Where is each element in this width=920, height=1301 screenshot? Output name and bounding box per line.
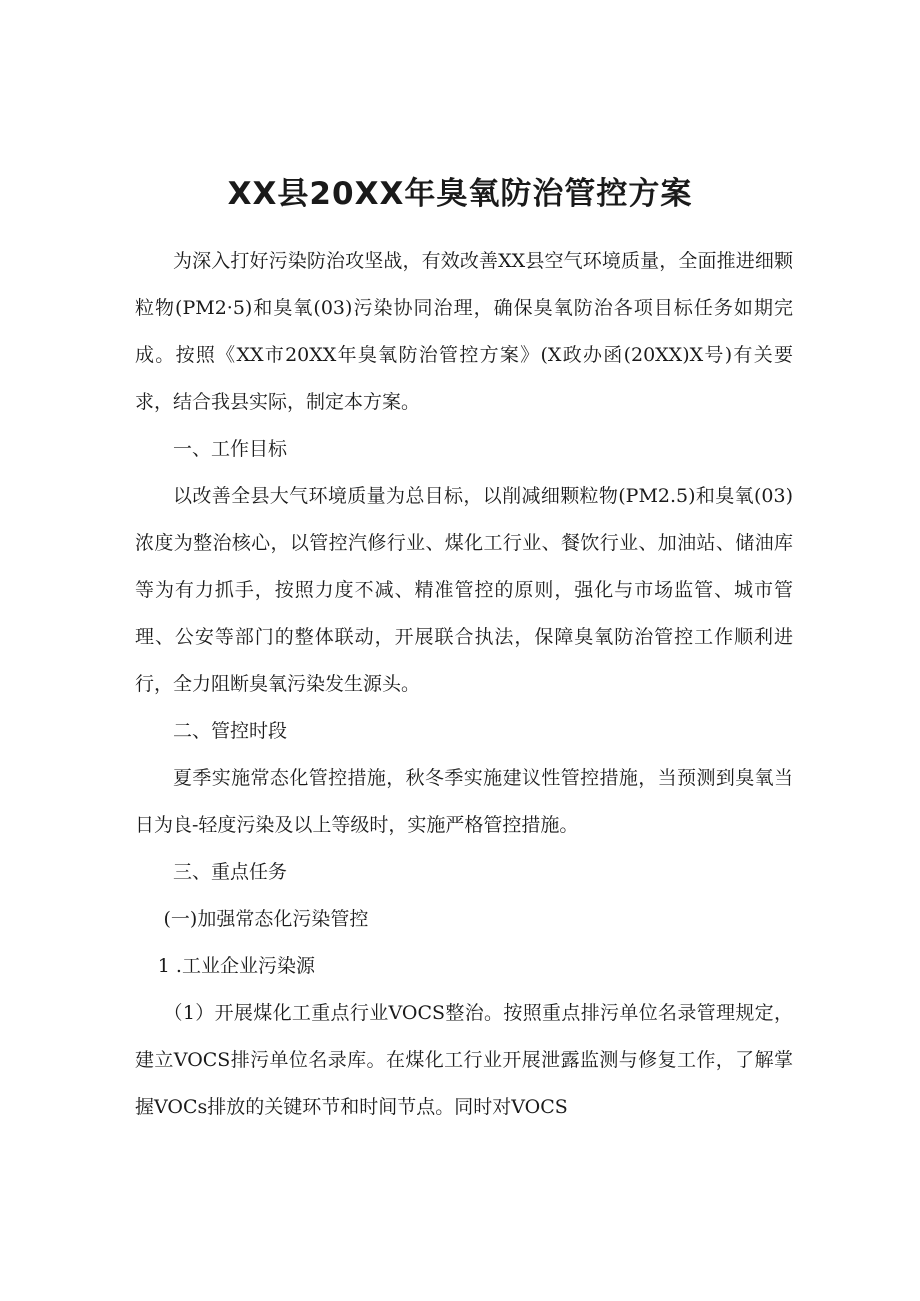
section-heading-period: 二、管控时段 <box>173 720 288 742</box>
document-body <box>135 238 793 1131</box>
document-title: XX县20XX年臭氧防治管控方案 <box>227 176 693 212</box>
intro-paragraph: 为深入打好污染防治攻坚战，有效改善XX县空气环境质量，全面推进细颗粒物(PM2·5)和臭氧(03)污染协同治理，确保臭氧防治各项目标任务如期完成。按照《XX市20XX年臭氧防治管控方案》(X政办函(20XX)X号)有关要求，结合我县实际，制定本方案。 <box>135 250 793 413</box>
item-paragraph-vocs-rectification: （1）开展煤化工重点行业VOCS整治。按照重点排污单位名录管理规定，建立VOCS排污单位名录库。在煤化工行业开展泄露监测与修复工作，了解掌握VOCs排放的关键环节和时间节点。同时对VOCS <box>135 1002 793 1118</box>
goals-paragraph: 以改善全县大气环境质量为总目标，以削减细颗粒物(PM2.5)和臭氧(03)浓度为整治核心，以管控汽修行业、煤化工行业、餐饮行业、加油站、储油库等为有力抓手，按照力度不减、精准管控的原则，强化与市场监管、城市管理、公安等部门的整体联动，开展联合执法，保障臭氧防治管控工作顺利进行，全力阻断臭氧污染发生源头。 <box>135 485 793 695</box>
subsection-heading-routine-control: (一)加强常态化污染管控 <box>163 908 369 930</box>
item-heading-industrial-sources: 1 .工业企业污染源 <box>157 955 315 977</box>
section-heading-tasks: 三、重点任务 <box>173 861 288 883</box>
section-heading-goals: 一、工作目标 <box>173 438 288 460</box>
period-paragraph: 夏季实施常态化管控措施，秋冬季实施建议性管控措施，当预测到臭氧当日为良-轻度污染及以上等级时，实施严格管控措施。 <box>135 767 793 836</box>
